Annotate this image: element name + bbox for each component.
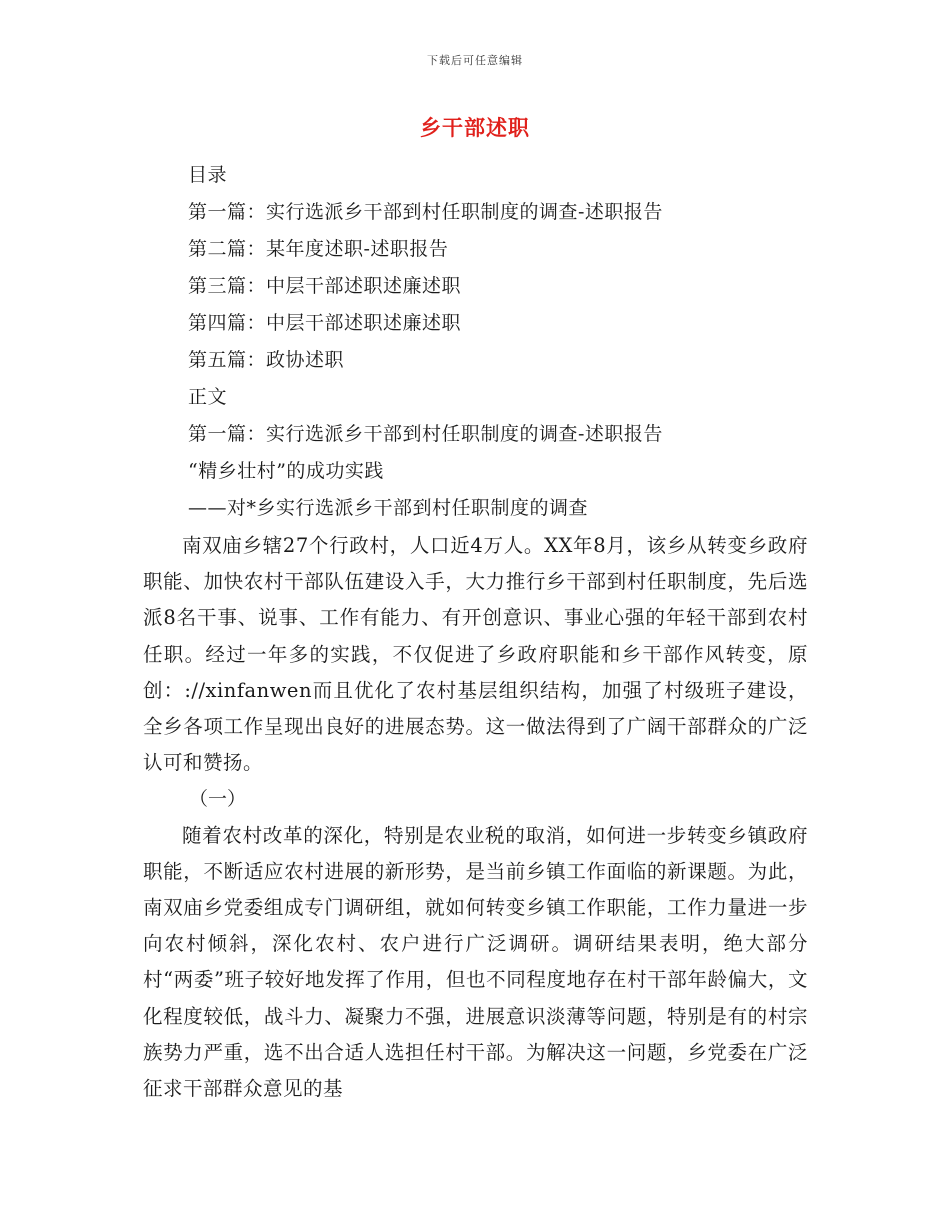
paragraph-intro: 南双庙乡辖27个行政村，人口近4万人。XX年8月，该乡从转变乡政府职能、加快农村干部队伍建设入手，大力推行乡干部到村任职制度，先后选派8名干事、说事、工作有能力、有开创意识、事业心强的年轻干部到农村任职。经过一年多的实践，不仅促进了乡政府职能和乡干部作风转变，原创：://xinfanwen而且优化了农村基层组织结构，加强了村级班子建设，全乡各项工作呈现出良好的进展态势。这一做法得到了广阔干部群众的广泛认可和赞扬。 bbox=[143, 534, 808, 775]
document-body bbox=[143, 528, 808, 1107]
header-note: 下载后可任意编辑 bbox=[427, 54, 523, 67]
body-heading: 正文 bbox=[188, 386, 228, 408]
toc-item-2: 第二篇：某年度述职-述职报告 bbox=[188, 238, 449, 260]
toc-item-5: 第五篇：政协述职 bbox=[188, 349, 345, 371]
section-number: （一） bbox=[189, 788, 247, 811]
toc-item-4: 第四篇：中层干部述职述廉述职 bbox=[188, 312, 462, 334]
document-title: 乡干部述职 bbox=[420, 115, 530, 140]
paragraph-section-1: 随着农村改革的深化，特别是农业税的取消，如何进一步转变乡镇政府职能，不断适应农村进展的新形势，是当前乡镇工作面临的新课题。为此，南双庙乡党委组成专门调研组，就如何转变乡镇工作职能，工作力量进一步向农村倾斜，深化农村、农户进行广泛调研。调研结果表明，绝大部分村“两委”班子较好地发挥了作用，但也不同程度地存在村干部年龄偏大，文化程度较低，战斗力、凝聚力不强，进展意识淡薄等问题，特别是有的村宗族势力严重，选不出合适人选担任村干部。为解决这一问题，乡党委在广泛征求干部群众意见的基 bbox=[143, 823, 808, 1101]
toc-item-3: 第三篇：中层干部述职述廉述职 bbox=[188, 275, 462, 297]
toc-heading: 目录 bbox=[188, 164, 228, 186]
table-of-contents bbox=[188, 157, 828, 527]
toc-item-1: 第一篇：实行选派乡干部到村任职制度的调查-述职报告 bbox=[188, 201, 663, 223]
article-sub-subtitle: ——对*乡实行选派乡干部到村任职制度的调查 bbox=[188, 497, 589, 519]
article-subtitle: “精乡壮村”的成功实践 bbox=[188, 460, 384, 482]
article-title: 第一篇：实行选派乡干部到村任职制度的调查-述职报告 bbox=[188, 423, 663, 445]
